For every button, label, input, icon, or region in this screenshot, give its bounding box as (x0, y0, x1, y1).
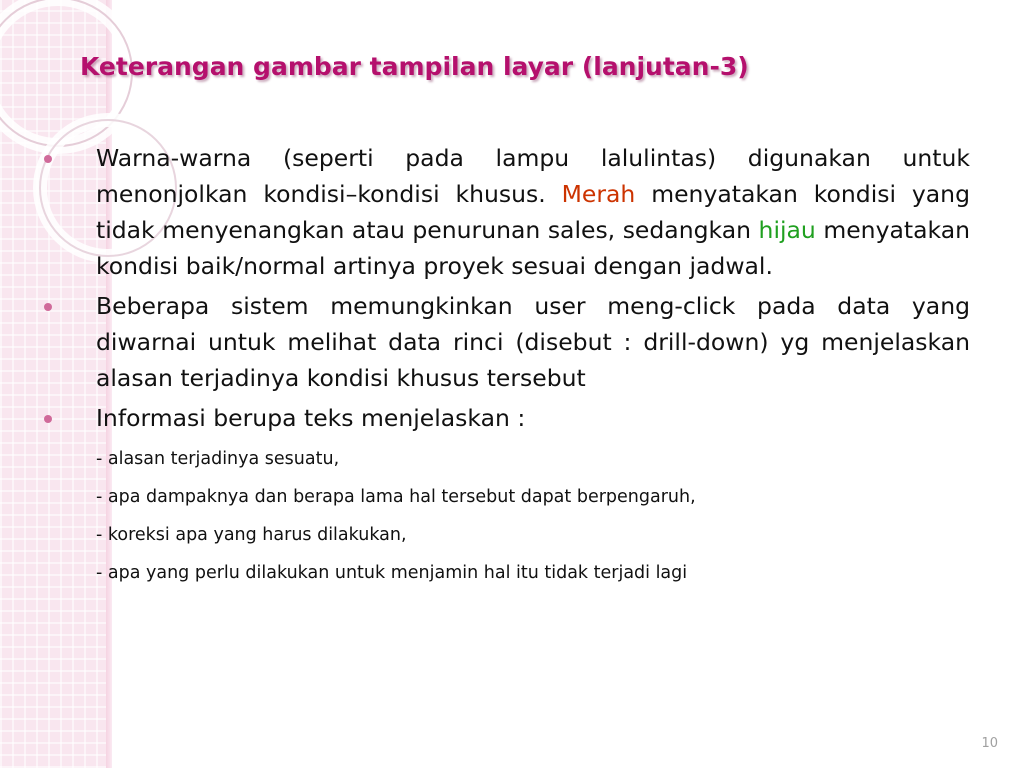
bullet-2-text: Beberapa sistem memungkinkan user meng-click pada data yang diwarnai untuk melihat data rinci (disebut : drill-down) yg menjelaskan alasan terjadinya kondisi khusus tersebut (96, 292, 970, 392)
sub-item-list (96, 440, 970, 592)
bullet-1-text-part3: menyatakan kondisi baik/normal artinya proyek sesuai dengan jadwal. (96, 216, 970, 280)
sub-item-correction: - koreksi apa yang harus dilakukan, (96, 525, 407, 545)
bullet-icon (44, 155, 52, 163)
page-number: 10 (981, 736, 998, 751)
slide-title: Keterangan gambar tampilan layar (lanjutan-3) (80, 52, 749, 81)
bullet-item-text-info (96, 400, 970, 436)
bullet-icon (44, 303, 52, 311)
slide-content (96, 140, 970, 592)
bullet-3-text: Informasi berupa teks menjelaskan : (96, 404, 526, 432)
sub-item-reason: - alasan terjadinya sesuatu, (96, 449, 340, 469)
bullet-icon (44, 415, 52, 423)
bullet-1-text-part2: menyatakan kondisi yang tidak menyenangkan atau penurunan sales, sedangkan (96, 180, 970, 244)
highlight-green-word: hijau (758, 216, 816, 244)
bullet-1-text-part1: Warna-warna (seperti pada lampu lalulintas) digunakan untuk menonjolkan kondisi–kondisi khusus. (96, 144, 970, 208)
highlight-red-word: Merah (561, 180, 636, 208)
bullet-item-colors (96, 140, 970, 284)
sub-item-impact: - apa dampaknya dan berapa lama hal tersebut dapat berpengaruh, (96, 487, 696, 507)
sub-item-prevention: - apa yang perlu dilakukan untuk menjamin hal itu tidak terjadi lagi (96, 563, 688, 583)
bullet-item-drilldown (96, 288, 970, 396)
